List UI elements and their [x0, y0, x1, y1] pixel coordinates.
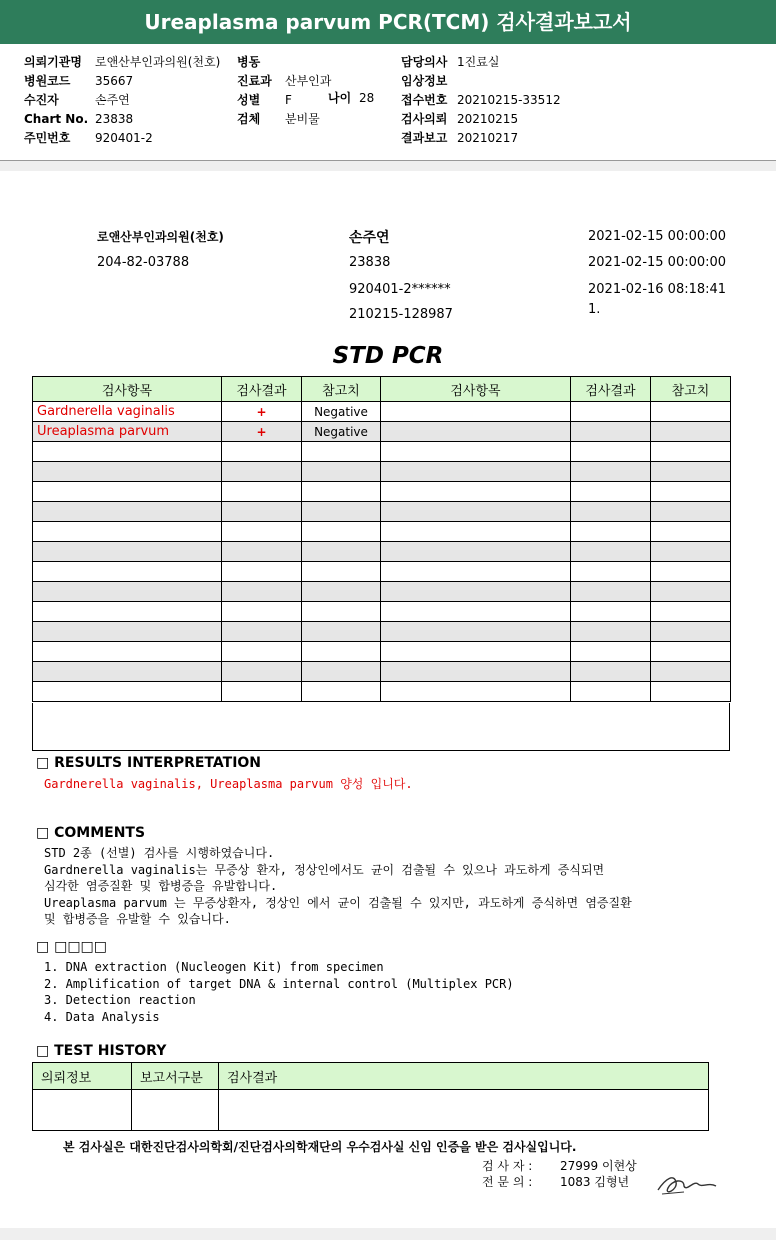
table-cell: [302, 482, 381, 502]
table-cell: [33, 682, 222, 702]
tester-label: 검 사 자 :: [482, 1159, 533, 1173]
table-cell: [381, 542, 571, 562]
method-line: 3. Detection reaction: [44, 993, 196, 1007]
header-field: [24, 110, 220, 129]
comment-line: 심각한 염증질환 및 합병증을 유발합니다.: [44, 879, 278, 893]
age-label: 나이: [328, 91, 352, 105]
table-cell: [651, 502, 731, 522]
header-col2: [237, 53, 331, 129]
header-field-label: 검사의뢰: [401, 112, 448, 126]
table-cell: [381, 642, 571, 662]
col-request-info: 의뢰정보: [33, 1063, 132, 1090]
table-cell: [302, 502, 381, 522]
table-cell: [381, 402, 571, 422]
table-cell: [222, 582, 302, 602]
table-row: [33, 422, 731, 442]
table-cell: [222, 542, 302, 562]
table-cell: [381, 622, 571, 642]
header-field-label: 주민번호: [24, 131, 71, 145]
table-cell: [302, 642, 381, 662]
table-row: [33, 402, 731, 422]
table-cell: [33, 542, 222, 562]
table-cell: [651, 582, 731, 602]
col-report-type: 보고서구분: [132, 1063, 219, 1090]
table-cell: [571, 502, 651, 522]
table-cell: [571, 482, 651, 502]
table-cell: [302, 682, 381, 702]
header-col3: [401, 53, 561, 148]
method-line: 1. DNA extraction (Nucleogen Kit) from specimen: [44, 960, 384, 974]
header-field: [24, 129, 220, 148]
table-cell: [651, 602, 731, 622]
table-cell: [222, 562, 302, 582]
col-test-item: 검사항목: [33, 377, 222, 402]
header-field-label: 의뢰기관명: [24, 55, 82, 69]
date-3-suffix: 1.: [588, 302, 601, 317]
header-field-value: 분비물: [285, 112, 320, 126]
header-field-value: 20210215-33512: [457, 93, 561, 107]
header-field-label: 진료과: [237, 74, 272, 88]
comment-line: Gardnerella vaginalis는 무증상 환자, 정상인에서도 균이 검출될 수 있으나 과도하게 증식되면: [44, 862, 605, 877]
header-field-label: 담당의사: [401, 55, 448, 69]
table-cell: [33, 602, 222, 622]
gray-band: [0, 161, 776, 171]
table-cell: [651, 682, 731, 702]
results-table: [32, 376, 731, 702]
table-cell: [222, 622, 302, 642]
table-cell: Ureaplasma parvum: [33, 422, 222, 442]
table-cell: [33, 622, 222, 642]
comments-heading: □ COMMENTS: [36, 825, 146, 841]
history-table: [32, 1062, 709, 1131]
header-field: [24, 53, 220, 72]
table-cell: [222, 642, 302, 662]
history-header-row: [33, 1063, 709, 1090]
date-1: 2021-02-15 00:00:00: [588, 229, 727, 244]
bottom-band: [0, 1228, 776, 1240]
col-reference-2: 참고치: [651, 377, 731, 402]
table-cell: [381, 482, 571, 502]
header-field-value: 1진료실: [457, 55, 500, 69]
table-cell: +: [222, 402, 302, 422]
table-cell: [571, 442, 651, 462]
table-row: [33, 642, 731, 662]
table-cell: Negative: [302, 402, 381, 422]
header-field-value: 20210217: [457, 131, 519, 145]
header-field: [237, 72, 331, 91]
table-row: [33, 442, 731, 462]
header-field: [401, 110, 561, 129]
std-pcr-title: STD PCR: [332, 343, 444, 369]
table-cell: [571, 422, 651, 442]
table-cell: [651, 402, 731, 422]
table-row: [33, 582, 731, 602]
business-number: 204-82-03788: [97, 255, 190, 270]
age-value: 28: [359, 91, 375, 105]
header-field-value: 손주연: [95, 93, 130, 107]
table-cell: [222, 462, 302, 482]
table-cell: [33, 562, 222, 582]
table-cell: [571, 642, 651, 662]
comment-line: STD 2종 (선별) 검사를 시행하였습니다.: [44, 846, 275, 860]
table-cell: [302, 602, 381, 622]
signature-icon: [654, 1168, 720, 1198]
doctor-label: 전 문 의 :: [482, 1175, 533, 1189]
header-field-label: 임상정보: [401, 74, 448, 88]
table-cell: [651, 642, 731, 662]
date-3: 2021-02-16 08:18:41: [588, 282, 727, 297]
table-cell: [571, 682, 651, 702]
history-row: [33, 1090, 709, 1131]
table-cell: [381, 582, 571, 602]
method-body: [44, 959, 514, 1025]
table-cell: [381, 562, 571, 582]
table-cell: [571, 522, 651, 542]
table-row: [33, 602, 731, 622]
header-field: [237, 91, 331, 110]
header-col1: [24, 53, 220, 148]
header-field-label: 병원코드: [24, 74, 71, 88]
table-row: [33, 522, 731, 542]
report-title: Ureaplasma parvum PCR(TCM) 검사결과보고서: [0, 0, 776, 44]
header-field: [237, 110, 331, 129]
accession-number: 210215-128987: [349, 307, 453, 322]
chart-number: 23838: [349, 255, 391, 270]
header-field: [401, 91, 561, 110]
history-heading: □ TEST HISTORY: [36, 1043, 167, 1059]
header-field: [401, 72, 561, 91]
table-cell: [651, 542, 731, 562]
table-cell: Gardnerella vaginalis: [33, 402, 222, 422]
table-cell: [33, 462, 222, 482]
hospital-name: 로앤산부인과의원(천호): [97, 230, 224, 244]
table-cell: [33, 662, 222, 682]
table-cell: [571, 582, 651, 602]
header-field-label: 접수번호: [401, 93, 448, 107]
table-cell: +: [222, 422, 302, 442]
patient-name: 손주연: [349, 230, 390, 246]
table-cell: [571, 602, 651, 622]
header-field-label: 성별: [237, 93, 261, 107]
header-field-value: 35667: [95, 74, 134, 88]
table-row: [33, 682, 731, 702]
header-field: [237, 53, 331, 72]
table-cell: [33, 442, 222, 462]
results-blank-area: [32, 703, 730, 751]
table-cell: [222, 442, 302, 462]
col-test-item-2: 검사항목: [381, 377, 571, 402]
table-cell: [33, 642, 222, 662]
method-line: 4. Data Analysis: [44, 1009, 160, 1024]
table-cell: [571, 622, 651, 642]
table-row: [33, 462, 731, 482]
header-field-value: 20210215: [457, 112, 519, 126]
table-cell: [651, 562, 731, 582]
table-cell: [33, 482, 222, 502]
header-field-value: 23838: [95, 112, 134, 126]
header-field: [401, 129, 561, 148]
date-2: 2021-02-15 00:00:00: [588, 255, 727, 270]
table-cell: [571, 662, 651, 682]
interpretation-text: Gardnerella vaginalis, Ureaplasma parvum 양성 입니다.: [44, 777, 413, 791]
doctor-value: 1083 김형년: [560, 1175, 630, 1189]
header-field-value: 920401-2: [95, 131, 153, 145]
table-row: [33, 482, 731, 502]
table-cell: [651, 422, 731, 442]
table-cell: [222, 482, 302, 502]
col-reference: 참고치: [302, 377, 381, 402]
col-result: 검사결과: [222, 377, 302, 402]
table-cell: [651, 442, 731, 462]
table-cell: [33, 522, 222, 542]
method-heading: □ □□□□: [36, 939, 108, 955]
table-cell: [302, 622, 381, 642]
table-cell: [222, 502, 302, 522]
table-cell: [651, 482, 731, 502]
table-cell: [381, 442, 571, 462]
table-row: [33, 502, 731, 522]
table-cell: [302, 562, 381, 582]
table-row: [33, 662, 731, 682]
header-field-value: 로앤산부인과의원(천호): [95, 55, 221, 69]
table-cell: [222, 662, 302, 682]
header-field: [24, 91, 220, 110]
table-cell: [222, 522, 302, 542]
table-cell: [33, 582, 222, 602]
certification-text: 본 검사실은 대한진단검사의학회/진단검사의학재단의 우수검사실 신임 인증을 받은 검사실입니다.: [63, 1140, 577, 1154]
table-cell: [302, 522, 381, 542]
table-cell: [651, 522, 731, 542]
table-cell: [381, 602, 571, 622]
comment-line: Ureaplasma parvum 는 무증상환자, 정상인 에서 균이 검출될 수 있지만, 과도하게 증식하면 염증질환: [44, 895, 632, 910]
header-field-label: 수진자: [24, 93, 59, 107]
interpretation-heading: □ RESULTS INTERPRETATION: [36, 755, 262, 771]
table-cell: [381, 462, 571, 482]
table-cell: [571, 562, 651, 582]
col-test-result: 검사결과: [219, 1063, 709, 1090]
table-cell: [222, 682, 302, 702]
resident-number: 920401-2******: [349, 282, 451, 297]
table-row: [33, 562, 731, 582]
header-field-value: F: [285, 93, 292, 107]
table-cell: [571, 542, 651, 562]
table-cell: Negative: [302, 422, 381, 442]
table-cell: [651, 662, 731, 682]
table-cell: [381, 422, 571, 442]
header-field-label: Chart No.: [24, 112, 89, 126]
table-row: [33, 542, 731, 562]
table-cell: [302, 582, 381, 602]
table-cell: [651, 462, 731, 482]
table-cell: [381, 502, 571, 522]
table-cell: [222, 602, 302, 622]
method-line: 2. Amplification of target DNA & internal control (Multiplex PCR): [44, 976, 514, 991]
age-field: [328, 91, 374, 105]
tester-value: 27999 이현상: [560, 1159, 637, 1173]
table-cell: [651, 622, 731, 642]
table-cell: [33, 502, 222, 522]
header-field: [24, 72, 220, 91]
header-field-label: 검체: [237, 112, 261, 126]
header-field-value: 산부인과: [285, 74, 332, 88]
comments-body: [44, 845, 632, 928]
col-result-2: 검사결과: [571, 377, 651, 402]
header-field-label: 병동: [237, 55, 261, 69]
table-row: [33, 622, 731, 642]
header-field-label: 결과보고: [401, 131, 448, 145]
table-cell: [571, 462, 651, 482]
table-cell: [381, 522, 571, 542]
table-cell: [302, 442, 381, 462]
table-cell: [302, 662, 381, 682]
header-field: [401, 53, 561, 72]
table-cell: [381, 682, 571, 702]
table-cell: [571, 402, 651, 422]
results-header-row: [33, 377, 731, 402]
table-cell: [302, 542, 381, 562]
table-cell: [302, 462, 381, 482]
table-cell: [381, 662, 571, 682]
comment-line: 및 합병증을 유발할 수 있습니다.: [44, 912, 231, 926]
